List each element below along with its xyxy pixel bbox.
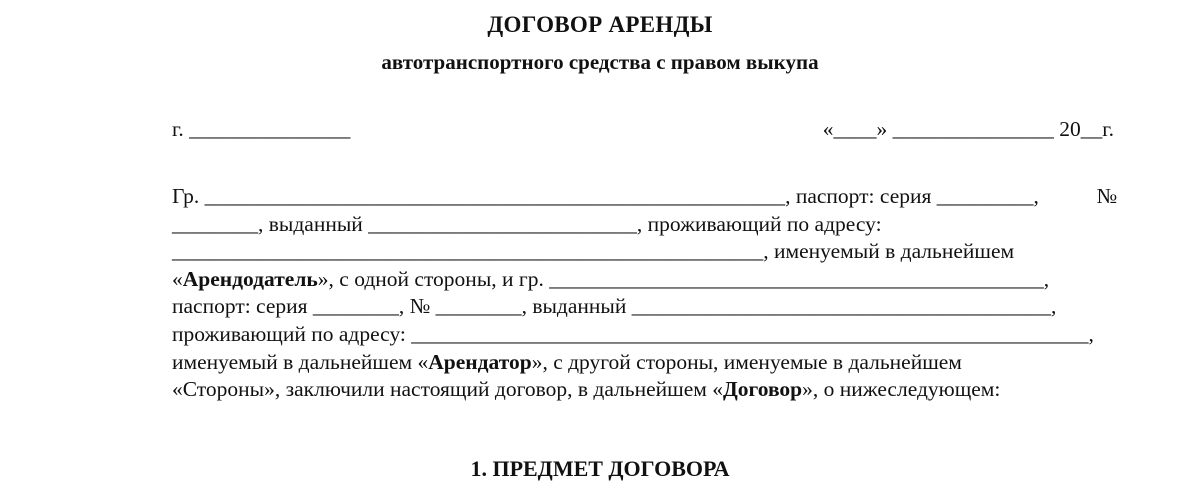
paragraph-line-2: ________, выданный _________________________, проживающий по адресу:: [172, 211, 882, 236]
line-8-start: «Стороны», заключили настоящий договор, в дальнейшем «: [172, 377, 723, 402]
paragraph-line-6: проживающий по адресу: _______________________________________________________________,: [172, 321, 1094, 346]
line-8-rest: », о нижеследующем:: [802, 377, 1001, 402]
paragraph-line-7: [172, 349, 1117, 377]
paragraph-line-1: [172, 183, 1117, 211]
document-subtitle: автотранспортного средства с правом выкупа: [381, 50, 819, 74]
date-field: «____» _______________ 20__г.: [822, 117, 1114, 141]
city-field: г. _______________: [172, 117, 351, 141]
document-title: ДОГОВОР АРЕНДЫ: [487, 12, 713, 37]
number-sign: №: [1096, 184, 1117, 208]
line-1-text: Гр. ______________________________________________________, паспорт: серия _________,: [172, 184, 1039, 208]
line-7-rest: », с другой стороны, именуемые в дальнейшем: [531, 349, 962, 374]
paragraph-line-4: [172, 266, 1117, 294]
line-4-rest: », с одной стороны, и гр. ______________________________________________,: [317, 266, 1050, 291]
section-1-heading: 1. ПРЕДМЕТ ДОГОВОРА: [470, 456, 730, 481]
lessee-term: Арендатор: [428, 349, 532, 374]
lessor-term: Арендодатель: [182, 266, 318, 291]
contract-parties-paragraph: [172, 183, 1117, 404]
paragraph-line-8: [172, 376, 1117, 404]
contract-term: Договор: [722, 377, 803, 402]
paragraph-line-3: _______________________________________________________, именуемый в дальнейшем: [172, 239, 1015, 264]
line-7-start: именуемый в дальнейшем «: [172, 349, 429, 374]
quote-open: «: [172, 266, 183, 291]
paragraph-line-5: паспорт: серия ________, № ________, выданный _______________________________________,: [172, 294, 1057, 319]
